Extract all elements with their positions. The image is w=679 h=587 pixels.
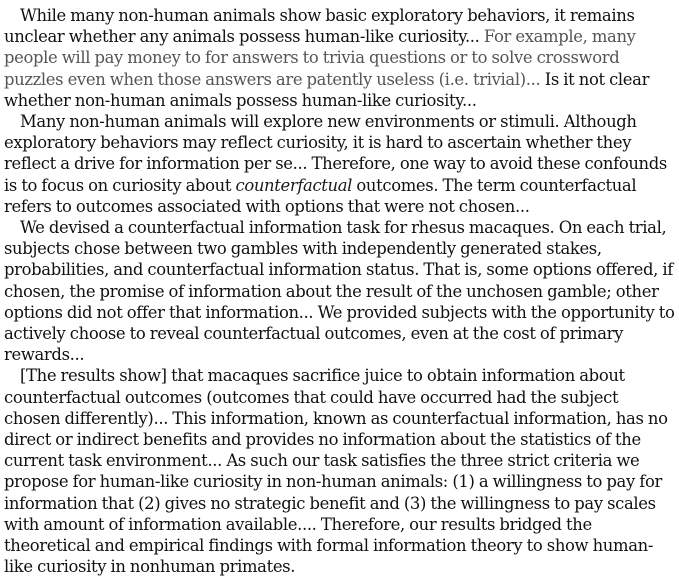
trivia-example-text: For example, many people will pay money to for answers to trivia questions or to solve crossword puzzles even when those answers are patently useless (i.e. trivial)... (4, 27, 636, 89)
paragraph-intro (4, 5, 675, 111)
paragraph-exploration (4, 111, 675, 217)
counterfactual-definition-text: outcomes. The term counterfactual refers to outcomes associated with options that were not chosen... (4, 175, 637, 216)
document-body (4, 5, 675, 577)
intro-question-text: Is it not clear whether non-human animals possess human-like curiosity... (4, 69, 650, 110)
counterfactual-emphasis: counterfactual (235, 175, 353, 195)
intro-text: While many non-human animals show basic exploratory behaviors, it remains unclear whether any animals possess human-like curiosity... (4, 6, 635, 47)
method-text: We devised a counterfactual information task for rhesus macaques. On each trial, subjects chose between two gambles with independently generated stakes, probabilities, and counterfactual information status. That is, some options offered, if chosen, the promise of information about the result of the unchosen gamble; other options did not offer that information... We provided subjects with the opportunity to actively choose to reveal counterfactual outcomes, even at the cost of primary rewards... (4, 218, 675, 365)
paragraph-method (4, 217, 675, 365)
results-text: [The results show] that macaques sacrifice juice to obtain information about counterfactual outcomes (outcomes that could have occurred had the subject chosen differently)... This information, known as counterfactual information, has no direct or indirect benefits and provides no information about the statistics of the current task environment... As such our task satisfies the three strict criteria we propose for human-like curiosity in non-human animals: (1) a willingness to pay for information that (2) gives no strategic benefit and (3) the willingness to pay scales with amount of information available.... Therefore, our results bridged the theoretical and empirical findings with formal information theory to show human-like curiosity in nonhuman primates. (4, 366, 668, 577)
exploration-text: Many non-human animals will explore new environments or stimuli. Although exploratory behaviors may reflect curiosity, it is hard to ascertain whether they reflect a drive for information per se... Therefore, one way to avoid these confounds is to focus on curiosity about (4, 112, 667, 195)
paragraph-results (4, 365, 675, 577)
